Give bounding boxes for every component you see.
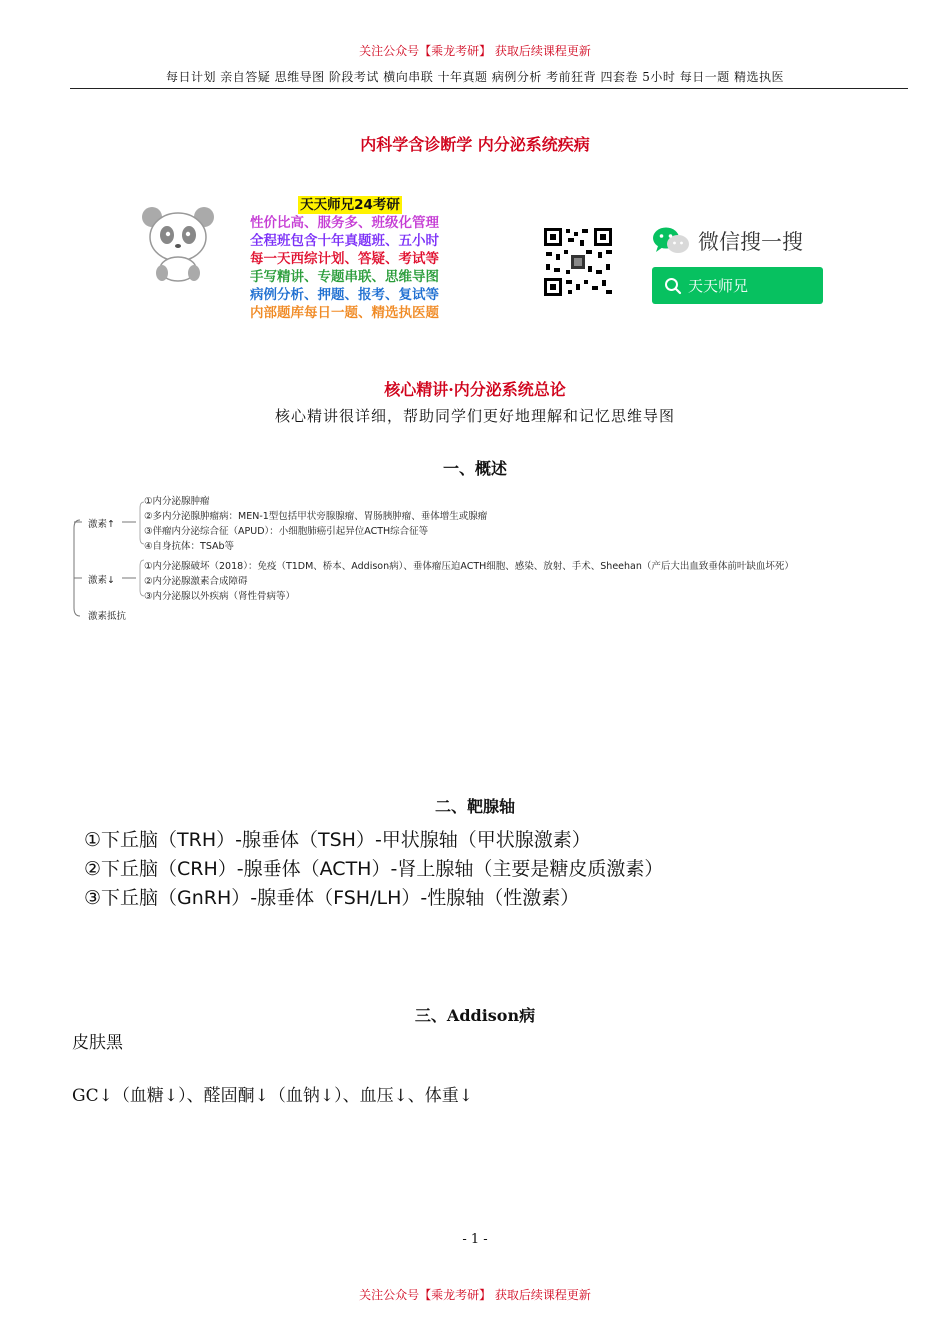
promo-headline: 天天师兄24考研 <box>300 197 400 213</box>
core-subtitle: 核心精讲很详细，帮助同学们更好地理解和记忆思维导图 <box>274 407 675 425</box>
wechat-search-button[interactable] <box>652 267 823 304</box>
top-nav-features: 每日计划 亲自答疑 思维导图 阶段考试 横向串联 十年真题 病例分析 考前狂背 四套卷 5小时 每日一题 精选执医 <box>165 70 785 84</box>
mindmap-item: ①内分泌腺破坏（2018）：免疫（T1DM、桥本、Addison病）、垂体瘤压迫ACTH细胞、感染、放射、手术、Sheehan（产后大出血致垂体前叶缺血坏死） <box>144 561 794 572</box>
document-title: 内科学含诊断学 内分泌系统疾病 <box>360 135 590 154</box>
axis-line: ①下丘脑（TRH）-腺垂体（TSH）-甲状腺轴（甲状腺激素） <box>84 829 591 851</box>
mindmap-branch-label: 激素抵抗 <box>88 611 127 622</box>
promo-line: 全程班包含十年真题班、五小时 <box>250 233 439 249</box>
section-3-heading: 三、Addison病 <box>414 1006 536 1025</box>
section-2-heading: 二、靶腺轴 <box>434 797 515 816</box>
section-1-heading: 一、概述 <box>442 459 507 478</box>
mindmap-item: ④自身抗体：TSAb等 <box>144 541 235 552</box>
mindmap-item: ②多内分泌腺肿瘤病：MEN-1型包括甲状旁腺腺瘤、胃肠胰肿瘤、垂体增生或腺瘤 <box>144 511 488 522</box>
header-divider <box>70 88 908 89</box>
page-number: - 1 - <box>462 1232 488 1247</box>
promo-line: 每一天西综计划、答疑、考试等 <box>250 251 439 267</box>
axis-line: ③下丘脑（GnRH）-腺垂体（FSH/LH）-性腺轴（性激素） <box>84 887 580 909</box>
addison-line-2: GC↓（血糖↓）、醛固酮↓（血钠↓）、血压↓、体重↓ <box>72 1086 474 1106</box>
promo-line: 病例分析、押题、报考、复试等 <box>250 287 439 303</box>
mindmap-item: ③内分泌腺以外疾病（肾性骨病等） <box>144 591 296 602</box>
core-title: 核心精讲·内分泌系统总论 <box>384 380 566 399</box>
wechat-logo-icon <box>652 226 690 256</box>
promo-text-block <box>250 196 480 322</box>
target-gland-axis-list <box>84 826 663 913</box>
promo-line: 内部题库每日一题、精选执医题 <box>250 305 439 321</box>
promo-line: 手写精讲、专题串联、思维导图 <box>250 269 439 285</box>
mindmap-overview <box>70 488 920 628</box>
axis-line: ②下丘脑（CRH）-腺垂体（ACTH）-肾上腺轴（主要是糖皮质激素） <box>84 858 664 880</box>
wechat-search-term: 天天师兄 <box>688 277 749 295</box>
panda-mascot-image <box>138 203 218 283</box>
mindmap-item: ③伴瘤内分泌综合征（APUD）：小细胞肺癌引起异位ACTH综合征等 <box>144 526 429 537</box>
wechat-search-title: 微信搜一搜 <box>698 230 803 254</box>
addison-line-1: 皮肤黑 <box>72 1033 123 1053</box>
promo-line: 性价比高、服务多、班级化管理 <box>250 215 439 231</box>
bottom-banner: 关注公众号【乘龙考研】 获取后续课程更新 <box>359 1288 591 1302</box>
top-banner: 关注公众号【乘龙考研】 获取后续课程更新 <box>359 44 591 58</box>
mindmap-item: ②内分泌腺激素合成障碍 <box>144 576 248 587</box>
mindmap-branch-label: 激素↓ <box>88 575 115 586</box>
search-icon <box>664 277 682 295</box>
qr-code-image <box>542 226 614 298</box>
mindmap-item: ①内分泌腺肿瘤 <box>144 496 210 507</box>
mindmap-branch-label: 激素↑ <box>88 519 115 530</box>
